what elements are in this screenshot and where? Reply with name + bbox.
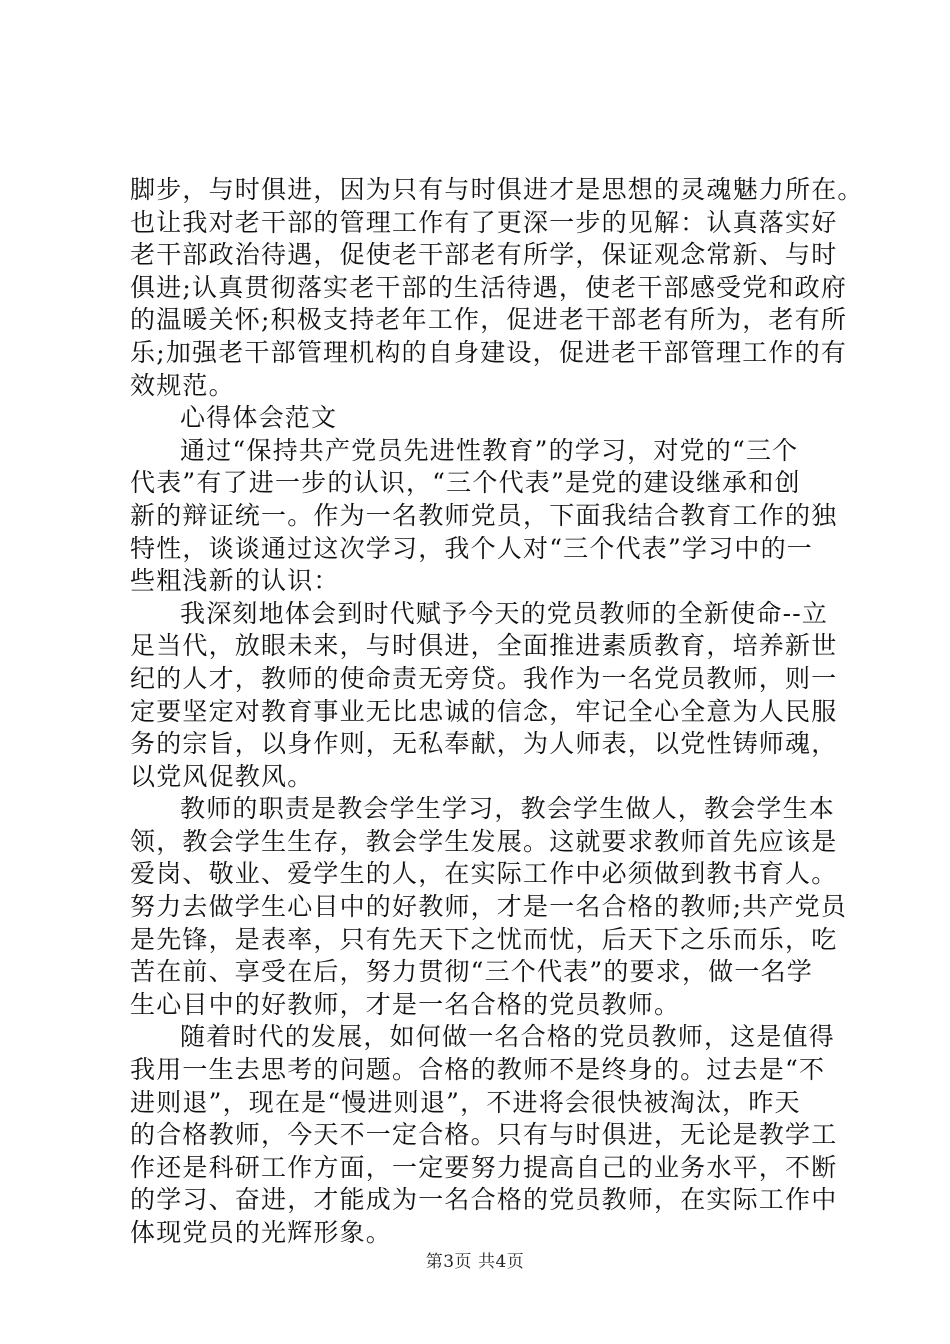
text-line: 以党风促教风。 xyxy=(130,761,314,791)
text-line: 定要坚定对教育事业无比忠诚的信念，牢记全心全意为人民服 xyxy=(130,696,838,726)
text-line: 新的辩证统一。作为一名教师党员，下面我结合教育工作的独 xyxy=(130,500,838,530)
text-line: 也让我对老干部的管理工作有了更深一步的见解：认真落实好 xyxy=(130,207,838,237)
text-line: 的温暖关怀;积极支持老年工作，促进老干部老有所为，老有所 xyxy=(130,305,848,335)
text-line: 乐;加强老干部管理机构的自身建设，促进老干部管理工作的有 xyxy=(130,337,848,367)
text-line: 务的宗旨，以身作则，无私奉献，为人师表，以党性铸师魂， xyxy=(130,729,838,759)
text-line: 努力去做学生心目中的好教师，才是一名合格的教师;共产党员 xyxy=(130,892,848,922)
text-line: 进则退”，现在是“慢进则退”，不进将会很快被淘汰，昨天 xyxy=(130,1087,801,1117)
text-line: 俱进;认真贯彻落实老干部的生活待遇，使老干部感受党和政府 xyxy=(130,272,848,302)
text-line: 些粗浅新的认识： xyxy=(130,566,340,596)
text-line: 心得体会范文 xyxy=(180,403,338,433)
text-line: 足当代，放眼未来，与时俱进，全面推进素质教育，培养新世 xyxy=(130,631,838,661)
text-line: 教师的职责是教会学生学习，教会学生做人，教会学生本 xyxy=(180,794,836,824)
text-line: 老干部政治待遇，促使老干部老有所学，保证观念常新、与时 xyxy=(130,240,838,270)
text-line: 我用一生去思考的问题。合格的教师不是终身的。过去是“不 xyxy=(130,1055,826,1085)
text-line: 代表”有了进一步的认识，“三个代表”是党的建设继承和创 xyxy=(130,468,801,498)
page-footer: 第3页 共4页 xyxy=(425,1252,525,1272)
text-line: 随着时代的发展，如何做一名合格的党员教师，这是值得 xyxy=(180,1022,836,1052)
document-body xyxy=(130,174,864,1250)
text-line: 特性，谈谈通过这次学习，我个人对“三个代表”学习中的一 xyxy=(130,533,813,563)
text-line: 脚步，与时俱进，因为只有与时俱进才是思想的灵魂魅力所在。 xyxy=(130,175,864,204)
text-line: 效规范。 xyxy=(130,370,235,400)
text-line: 作还是科研工作方面，一定要努力提高自己的业务水平，不断 xyxy=(130,1152,838,1182)
text-line: 是先锋，是表率，只有先天下之忧而忧，后天下之乐而乐，吃 xyxy=(130,924,838,954)
text-line: 通过“保持共产党员先进性教育”的学习，对党的“三个 xyxy=(180,435,799,465)
text-line: 我深刻地体会到时代赋予今天的党员教师的全新使命--立 xyxy=(180,598,829,628)
text-line: 纪的人才，教师的使命责无旁贷。我作为一名党员教师，则一 xyxy=(130,663,838,693)
text-line: 生心目中的好教师，才是一名合格的党员教师。 xyxy=(130,989,681,1019)
text-line: 苦在前、享受在后，努力贯彻“三个代表”的要求，做一名学 xyxy=(130,957,813,987)
text-line: 的合格教师，今天不一定合格。只有与时俱进，无论是教学工 xyxy=(130,1120,838,1150)
text-line: 的学习、奋进，才能成为一名合格的党员教师，在实际工作中 xyxy=(130,1185,838,1215)
text-line: 体现党员的光辉形象。 xyxy=(130,1218,393,1247)
text-line: 爱岗、敬业、爱学生的人，在实际工作中必须做到教书育人。 xyxy=(130,859,838,889)
text-line: 领，教会学生生存，教会学生发展。这就要求教师首先应该是 xyxy=(130,826,838,856)
